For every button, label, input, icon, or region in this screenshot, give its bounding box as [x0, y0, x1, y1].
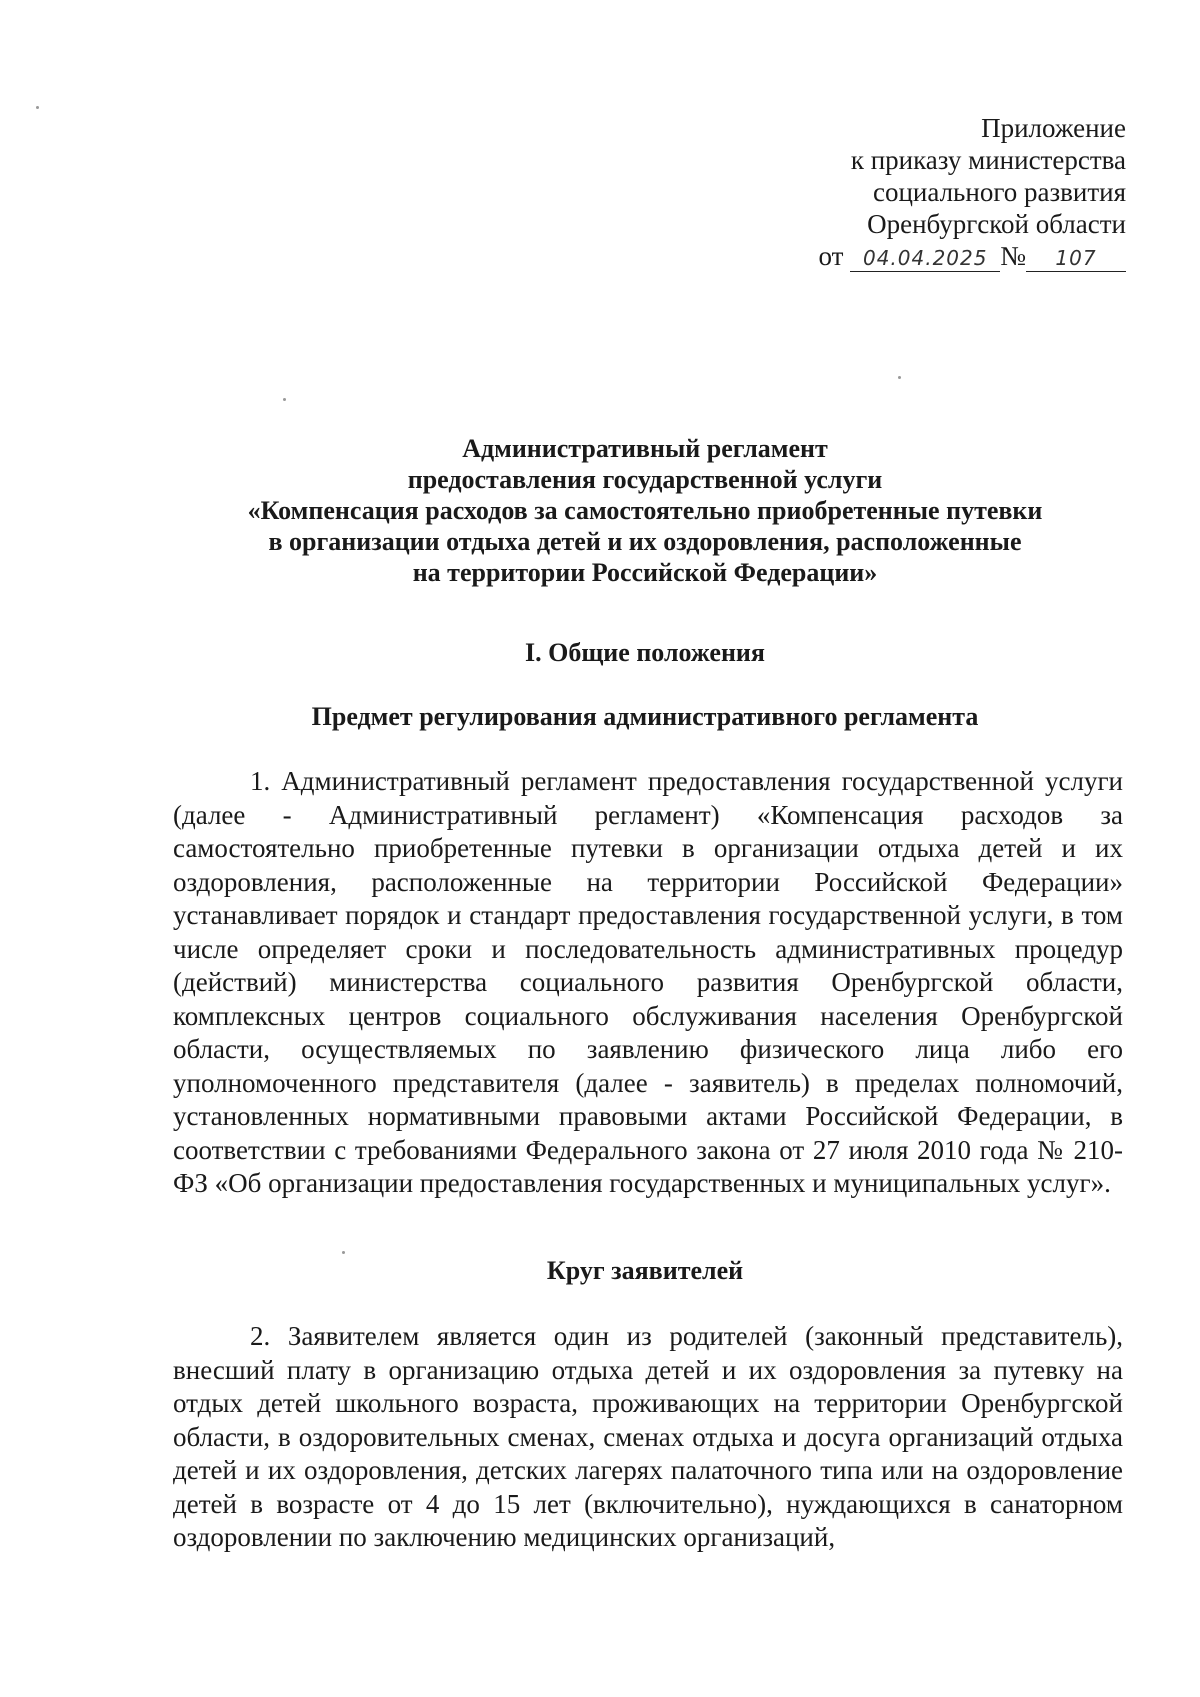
order-reference: [760, 240, 1126, 272]
paragraph-2: 2. Заявителем является один из родителей (законный представитель), внесший плату в организацию отдыха детей и их оздоровления за путевку на отдых детей школьного возраста, проживающих на территории Оренбургской области, в оздоровительных сменах, сменах отдыха и досуга организаций отдыха детей и их оздоровления, детских лагерях палаточного типа или на оздоровление детей в возрасте от 4 до 15 лет (включительно), нуждающихся в санаторном оздоровлении по заключению медицинских организаций,: [173, 1321, 1123, 1552]
order-number-label: №: [1000, 241, 1026, 271]
subsection-heading: Предмет регулирования административного регламента: [311, 702, 979, 731]
appendix-line: к приказу министерства: [850, 145, 1126, 175]
scan-speck: [898, 376, 901, 379]
order-number-field: [1026, 243, 1126, 272]
title-line: предоставления государственной услуги: [407, 465, 883, 494]
title-line: «Компенсация расходов за самостоятельно приобретенные путевки: [247, 496, 1043, 525]
paragraph-1: 1. Административный регламент предоставления государственной услуги (далее - Административный регламент) «Компенсация расходов за самостоятельно приобретенные путевки в организации отдыха детей и их оздоровления, расположенные на территории Российской Федерации» устанавливает порядок и стандарт предоставления государственной услуги, в том числе определяет сроки и последовательность административных процедур (действий) министерства социального развития Оренбургской области, комплексных центров социального обслуживания населения Оренбургской области, осуществляемых по заявлению физического лица либо его уполномоченного представителя (далее - заявитель) в пределах полномочий, установленных нормативными правовыми актами Российской Федерации, в соответствии с требованиями Федерального закона от 27 июля 2010 года № 210-ФЗ «Об организации предоставления государственных и муниципальных услуг».: [173, 766, 1123, 1198]
section-heading: I. Общие положения: [525, 638, 765, 667]
title-line: на территории Российской Федерации»: [412, 558, 878, 587]
scan-speck: [342, 1251, 345, 1254]
order-prefix: от: [818, 241, 844, 271]
appendix-line: социального развития: [872, 177, 1126, 207]
order-date-field: [850, 243, 1000, 272]
document-title: [170, 433, 1120, 588]
appendix-line: Оренбургской области: [867, 209, 1126, 239]
scan-speck: [283, 398, 286, 401]
applicants-heading: Круг заявителей: [546, 1256, 744, 1285]
appendix-line: Приложение: [981, 113, 1126, 143]
order-number: 107: [1055, 246, 1097, 270]
title-line: Административный регламент: [462, 434, 828, 463]
order-date: 04.04.2025: [862, 246, 988, 270]
title-line: в организации отдыха детей и их оздоровления, расположенные: [268, 527, 1022, 556]
appendix-block: [760, 112, 1126, 272]
scan-speck: [36, 106, 39, 109]
